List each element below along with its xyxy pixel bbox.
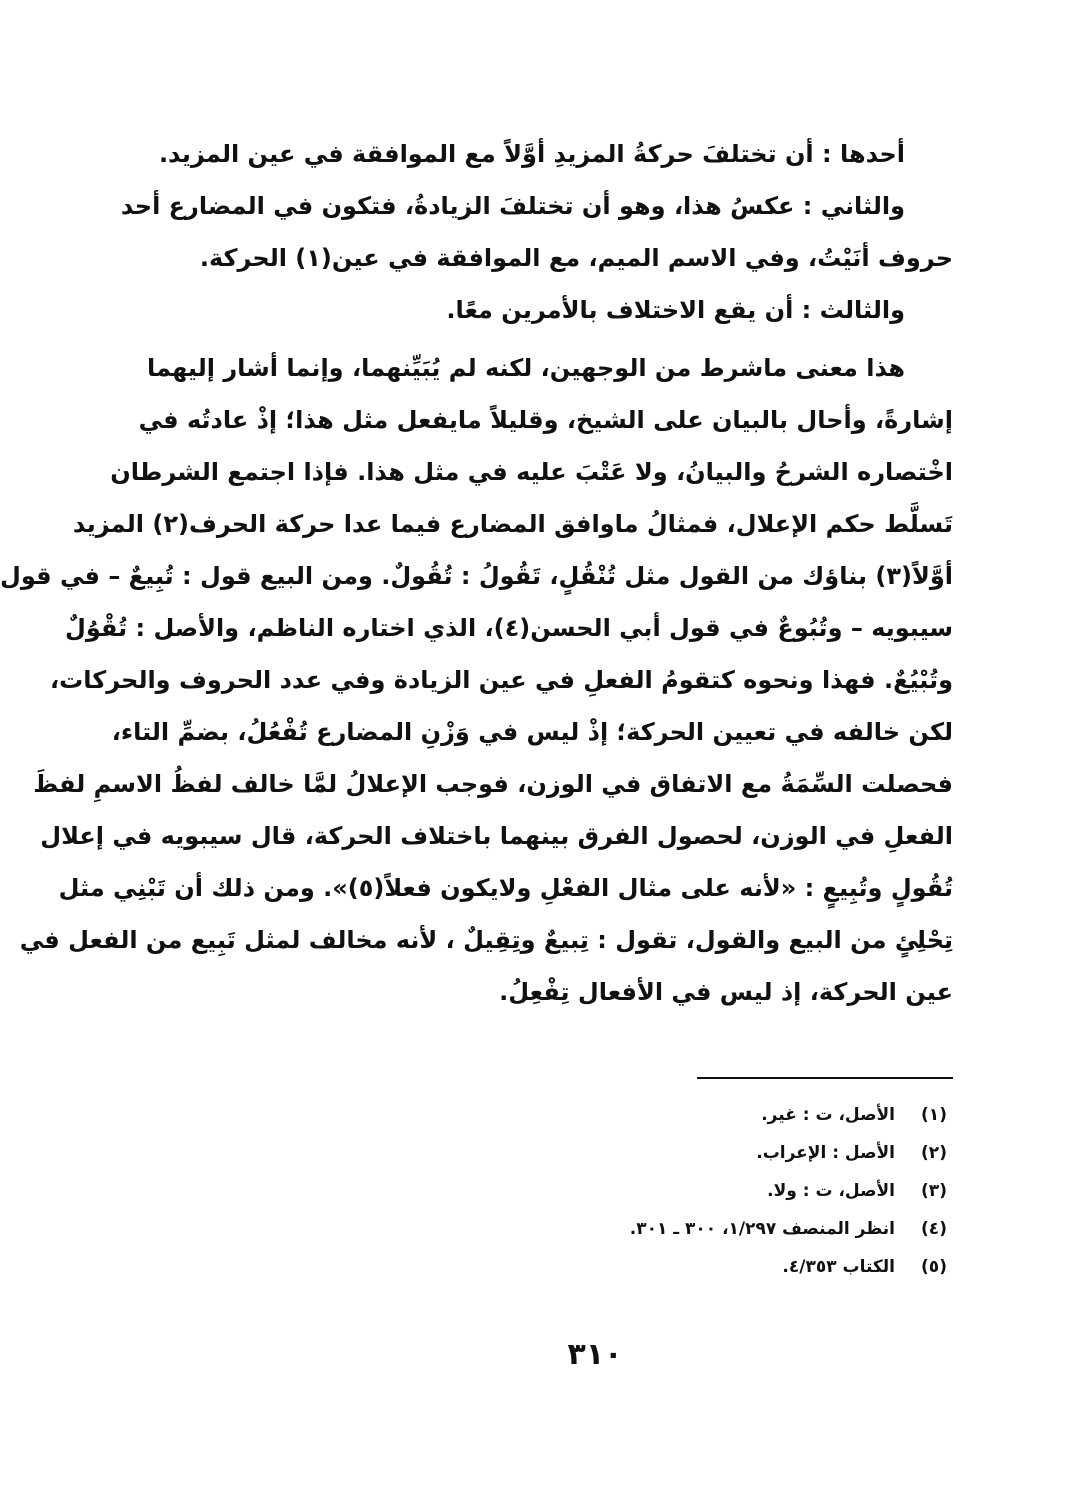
body-line: فحصلت السِّمَةُ مع الاتفاق في الوزن، فوجب الإعلالُ لمَّا خالف لفظُ الاسمِ لفظَ: [33, 770, 953, 798]
footnote-item: [399, 1134, 959, 1172]
body-line: أوَّلاً(٣) بناؤك من القول مثل تُنْقُلٍ، تَقُولُ : تُقُولٌ. ومن البيع قول : تُبِيعٌ – في قول: [0, 562, 953, 590]
footnote-text: الكتاب ٤/٣٥٣.: [782, 1257, 895, 1277]
body-line: اخْتصاره الشرحُ والبيانُ، ولا عَتْبَ عليه في مثل هذا. فإذا اجتمع الشرطان: [110, 458, 953, 486]
body-line: تِحْلِئٍ من البيع والقول، تقول : تِبيعٌ وتِقِيلٌ ، لأنه مخالف لمثل تَبِيع من الفعل في: [19, 926, 953, 954]
footnote-number: (٥): [921, 1257, 947, 1277]
body-line: سيبويه – وتُبُوعٌ في قول أبي الحسن(٤)، الذي اختاره الناظم، والأصل : تُقْوُلٌ: [65, 614, 953, 642]
body-line: وتُبْيُعٌ. فهذا ونحوه كتقومُ الفعلِ في عين الزيادة وفي عدد الحروف والحركات،: [50, 666, 953, 694]
footnote-item: [399, 1248, 959, 1286]
footnote-number: (٢): [921, 1143, 947, 1163]
footnote-divider: [697, 1077, 953, 1079]
footnotes: [399, 1096, 959, 1286]
footnote-text: الأصل، ت : ولا.: [767, 1181, 895, 1201]
body-line: حروف أنَيْتُ، وفي الاسم الميم، مع الموافقة في عين(١) الحركة.: [199, 244, 953, 272]
body-line: والثالث : أن يقع الاختلاف بالأمرين معًا.: [446, 296, 905, 324]
footnote-item: [399, 1172, 959, 1210]
body-line: هذا معنى ماشرط من الوجهين، لكنه لم يُبَيِّنهما، وإنما أشار إليهما: [146, 354, 905, 382]
body-line: إشارةً، وأحال بالبيان على الشيخ، وقليلاً مايفعل مثل هذا؛ إذْ عادتُه في: [138, 406, 953, 434]
body-line: تَسلَّط حكم الإعلال، فمثالُ ماوافق المضارع فيما عدا حركة الحرف(٢) المزيد: [72, 510, 953, 538]
footnote-text: انظر المنصف ١/٢٩٧، ٣٠٠ ـ ٣٠١.: [629, 1219, 895, 1239]
footnote-number: (٣): [921, 1181, 947, 1201]
body-line: أحدها : أن تختلفَ حركةُ المزيدِ أوَّلاً مع الموافقة في عين المزيد.: [158, 140, 905, 168]
body-line: عين الحركة، إذ ليس في الأفعال تِفْعِلُ.: [499, 978, 953, 1006]
page-number: ٣١٠: [567, 1337, 623, 1372]
body-line: تُقُولٍ وتُبِيعٍ : «لأنه على مثال الفعْلِ ولايكون فعلاً(٥)». ومن ذلك أن تَبْنِي مثل: [58, 874, 953, 902]
footnote-number: (٤): [921, 1219, 947, 1239]
body-line: الفعلِ في الوزن، لحصول الفرق بينهما باختلاف الحركة، قال سيبويه في إعلال: [40, 822, 953, 850]
footnote-item: [399, 1210, 959, 1248]
footnote-number: (١): [921, 1105, 947, 1125]
footnote-text: الأصل : الإعراب.: [756, 1143, 895, 1163]
body-line: والثاني : عكسُ هذا، وهو أن تختلفَ الزيادةُ، فتكون في المضارع أحد: [120, 192, 905, 220]
footnote-text: الأصل، ت : غير.: [761, 1105, 895, 1125]
footnote-item: [399, 1096, 959, 1134]
main-text: [0, 128, 953, 1018]
body-line: لكن خالفه في تعيين الحركة؛ إذْ ليس في وَزْنِ المضارع تُفْعُلُ، بضمِّ التاء،: [111, 718, 953, 746]
